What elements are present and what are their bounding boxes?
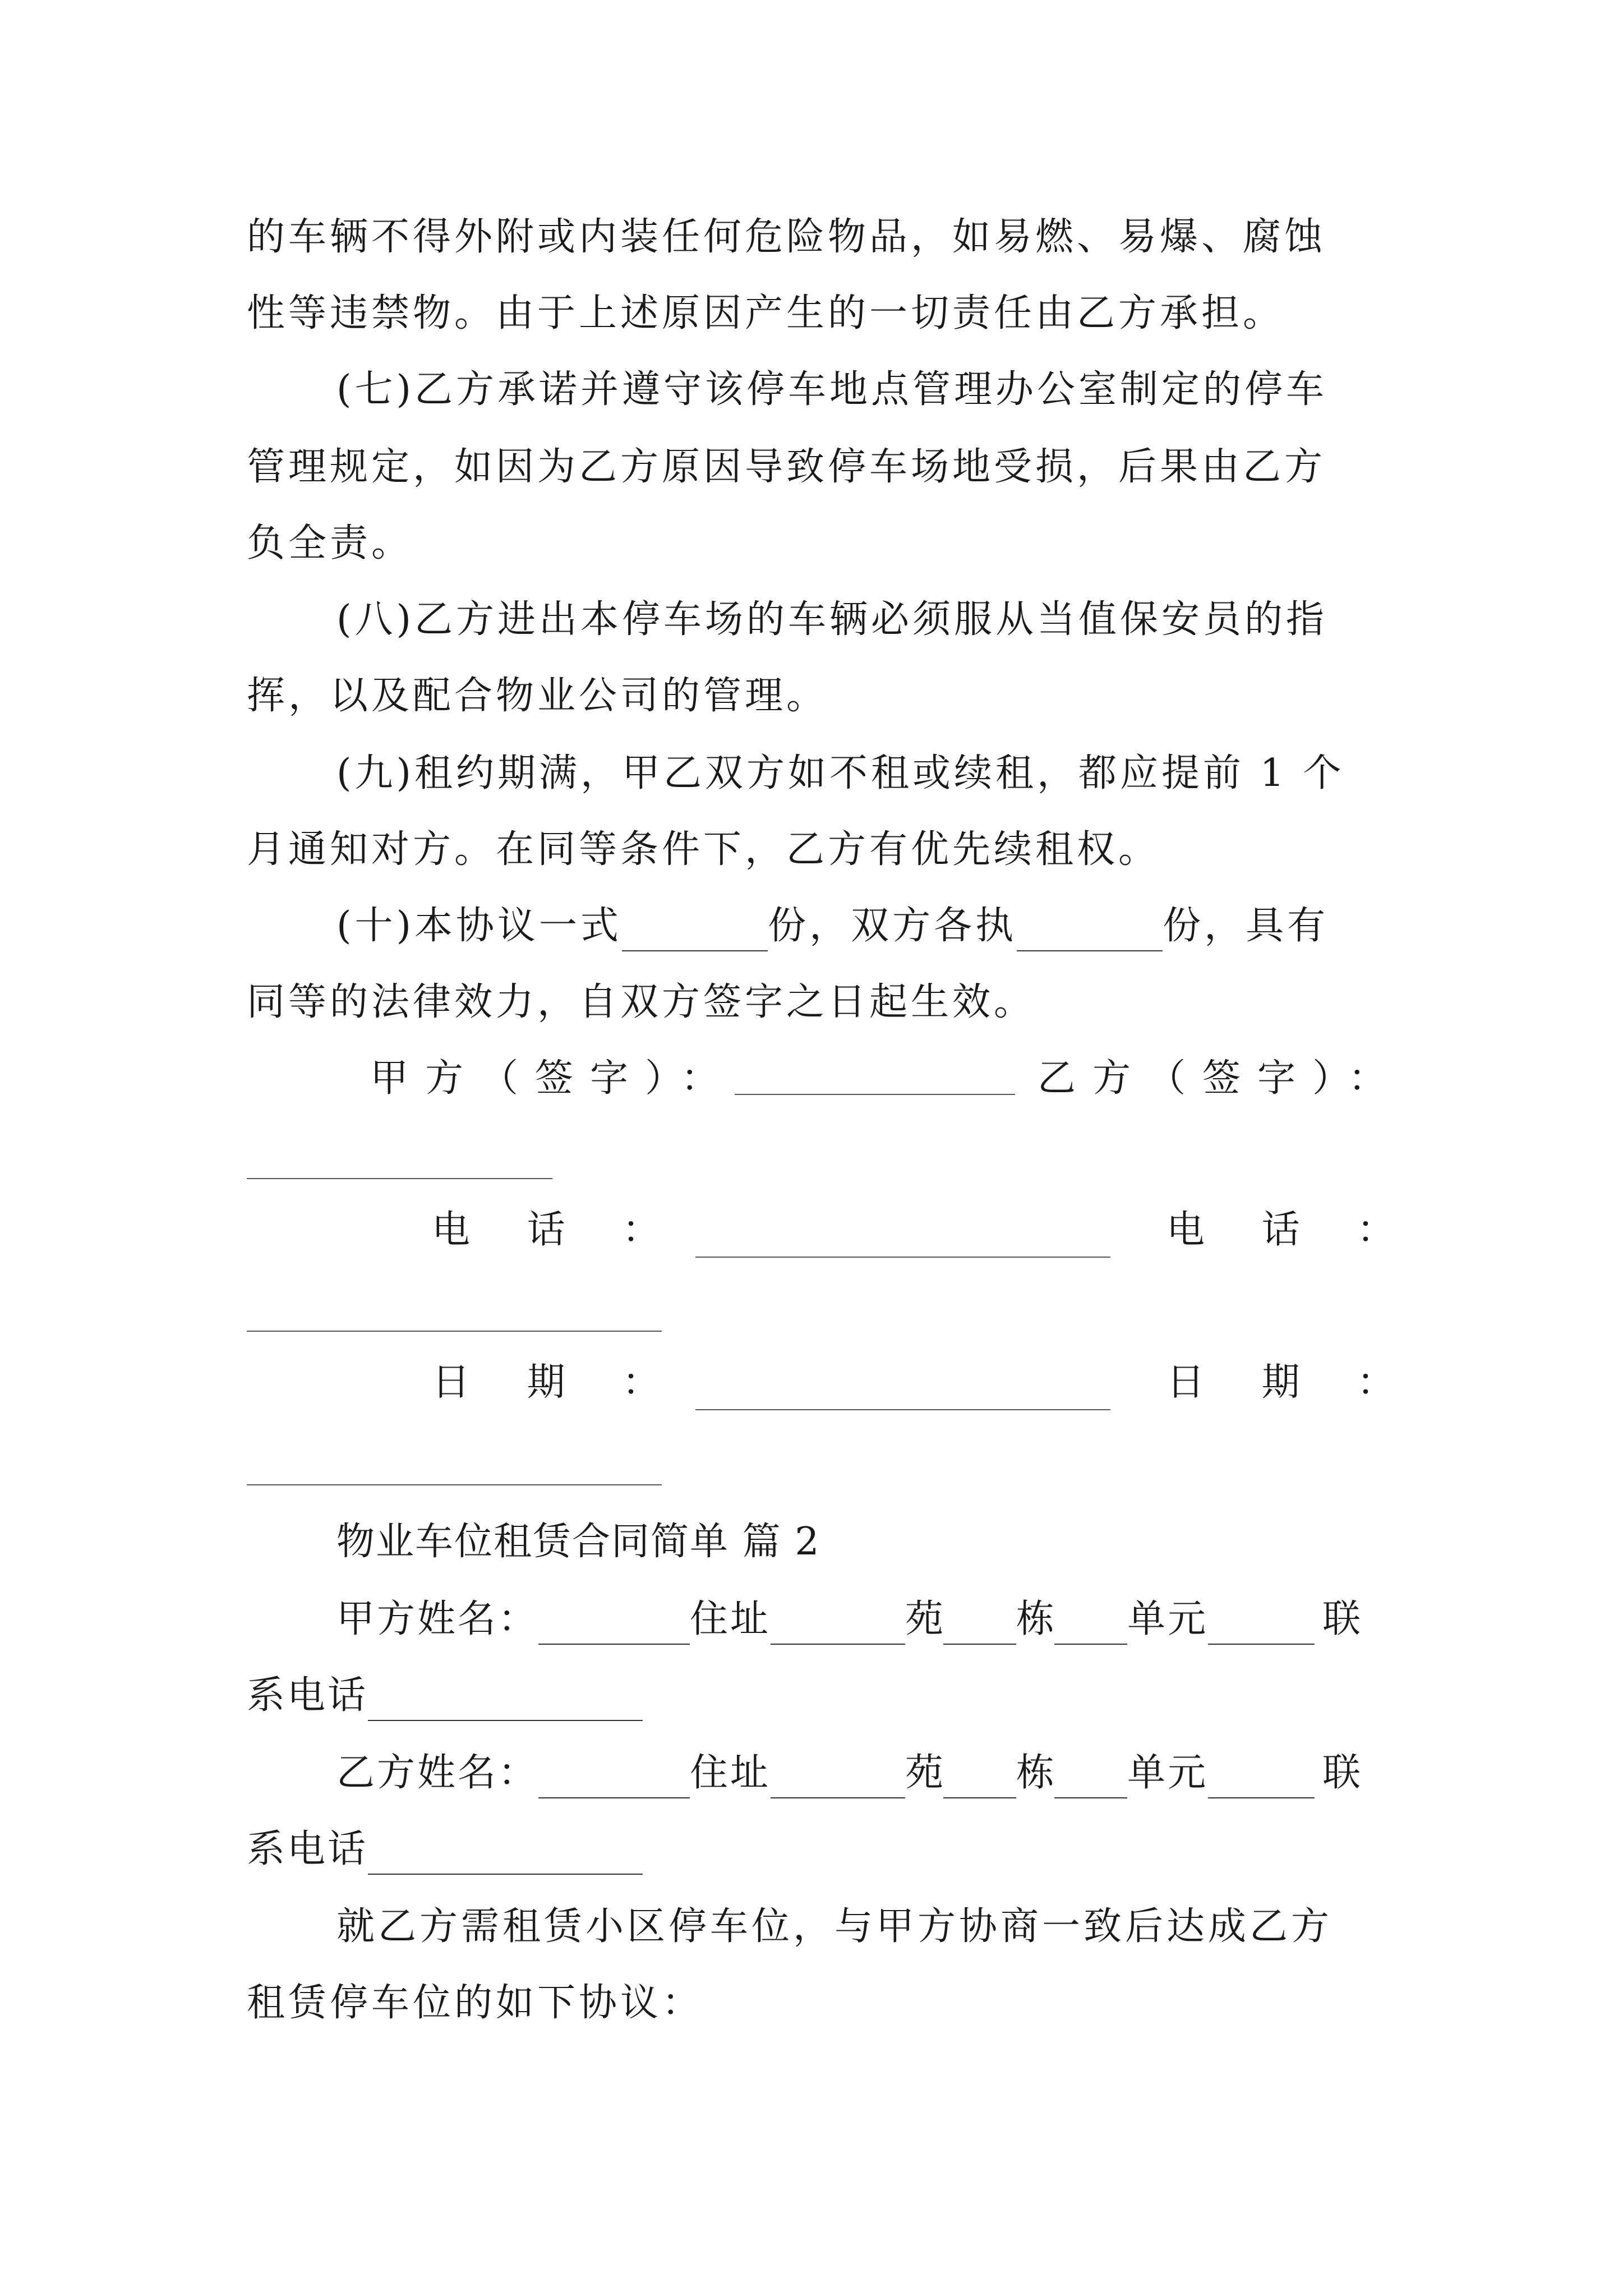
- party-b-estate-field[interactable]: [771, 1764, 905, 1798]
- party-a-name-field[interactable]: [538, 1610, 690, 1645]
- clause-10: (十)本协议一式 份，双方各执 份，具有: [336, 901, 1329, 951]
- paragraph-line: 管理规定，如因为乙方原因导致停车场地受损，后果由乙方: [247, 445, 1326, 489]
- party-a-unit-field[interactable]: [1054, 1610, 1127, 1645]
- party-a-signature-label: 甲方（签字）：: [370, 1056, 736, 1101]
- party-a-date-label: 日 期 ：: [432, 1360, 683, 1405]
- paragraph-line: 性等违禁物。由于上述原因产生的一切责任由乙方承担。: [247, 291, 1285, 335]
- paragraph-line: 租赁停车位的如下协议：: [247, 1981, 704, 2025]
- section-title: 物业车位租赁合同简单 篇 2: [336, 1520, 820, 1564]
- party-b-unit-field[interactable]: [1054, 1764, 1127, 1798]
- clause-9: (九)租约期满，甲乙双方如不租或续租，都应提前 1 个: [336, 751, 1345, 795]
- party-b-building-field[interactable]: [943, 1764, 1016, 1798]
- paragraph-line: 的车辆不得外附或内装任何危险物品，如易燃、易爆、腐蚀: [247, 215, 1326, 259]
- copies-blank[interactable]: [622, 917, 768, 951]
- each-holds-blank[interactable]: [1017, 917, 1163, 951]
- paragraph-line: 月通知对方。在同等条件下，乙方有优先续租权。: [247, 827, 1160, 872]
- party-b-signature-label: 乙方（签字）：: [1038, 1056, 1404, 1101]
- party-b-signature-line[interactable]: [247, 1178, 552, 1179]
- party-b-phone-row: 系电话: [247, 1824, 643, 1875]
- party-a-phone-label: 电 话 ：: [432, 1208, 683, 1252]
- party-b-phone-line[interactable]: [247, 1331, 662, 1332]
- party-a-signature-line[interactable]: [735, 1094, 1015, 1095]
- party-b-info: 乙方姓名： 住址 苑 栋 单元 联: [336, 1748, 1361, 1798]
- paragraph-line: 负全责。: [247, 521, 413, 565]
- agreement-intro: 就乙方需租赁小区停车位，与甲方协商一致后达成乙方: [336, 1904, 1333, 1949]
- paragraph-line: 挥，以及配合物业公司的管理。: [247, 674, 828, 718]
- party-a-estate-field[interactable]: [771, 1610, 905, 1645]
- paragraph-line: 同等的法律效力，自双方签字之日起生效。: [247, 980, 1036, 1024]
- party-b-phone-label: 电 话 ：: [1166, 1208, 1418, 1252]
- party-a-room-field[interactable]: [1208, 1610, 1315, 1645]
- party-a-phone-row: 系电话: [247, 1671, 643, 1721]
- party-a-contact-phone-field[interactable]: [368, 1686, 643, 1721]
- party-a-building-field[interactable]: [943, 1610, 1016, 1645]
- party-b-date-label: 日 期 ：: [1166, 1360, 1418, 1405]
- party-b-date-line[interactable]: [247, 1484, 662, 1485]
- party-a-date-line[interactable]: [695, 1409, 1110, 1410]
- clause-8: (八)乙方进出本停车场的车辆必须服从当值保安员的指: [336, 597, 1328, 642]
- party-a-info: 甲方姓名： 住址 苑 栋 单元 联: [336, 1594, 1361, 1645]
- party-b-name-field[interactable]: [538, 1764, 690, 1798]
- party-b-room-field[interactable]: [1208, 1764, 1315, 1798]
- party-b-contact-phone-field[interactable]: [368, 1840, 643, 1875]
- clause-7: (七)乙方承诺并遵守该停车地点管理办公室制定的停车: [336, 367, 1328, 412]
- party-a-phone-line[interactable]: [695, 1257, 1110, 1258]
